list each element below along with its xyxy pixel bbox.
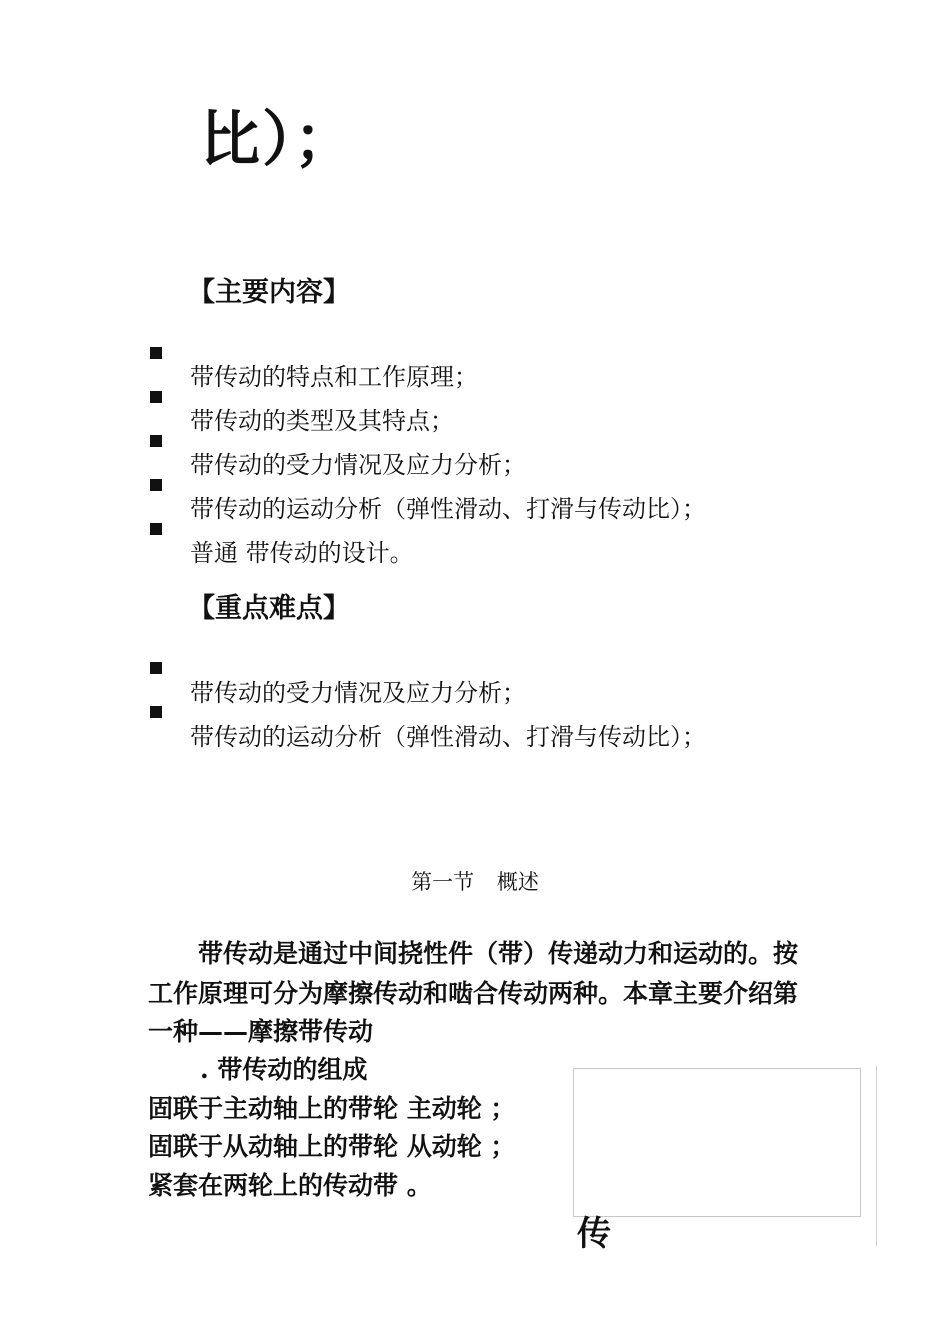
key-points-heading: 【重点难点】 [188, 593, 350, 624]
main-content-heading: 【主要内容】 [188, 277, 350, 308]
component-line: 固联于从动轴上的带轮 从动轮 ； [148, 1132, 516, 1161]
main-content-item: 带传动的类型及其特点； [190, 407, 454, 435]
body-line: 工作原理可分为摩擦传动和啮合传动两种。本章主要介绍第 [148, 979, 799, 1008]
component-line: 紧套在两轮上的传动带 。 [148, 1171, 432, 1200]
bullet-icon [150, 391, 162, 403]
body-line: 带传动是通过中间挠性件（带）传递动力和运动的。按 [198, 939, 799, 968]
key-point-item: 带传动的受力情况及应力分析； [190, 679, 526, 707]
section-title [0, 866, 950, 896]
main-content-item: 带传动的受力情况及应力分析； [190, 451, 526, 479]
component-line: 固联于主动轴上的带轮 主动轮 ； [148, 1094, 516, 1123]
bullet-icon [150, 347, 162, 359]
body-subheading: . 带传动的组成 [200, 1055, 368, 1084]
bullet-icon [150, 523, 162, 535]
fragment-heading: 比）； [200, 105, 356, 175]
bullet-icon [150, 435, 162, 447]
bullet-icon [150, 706, 162, 718]
main-content-item: 普通 带传动的设计。 [190, 539, 414, 567]
main-content-item: 带传动的特点和工作原理； [190, 363, 478, 391]
key-point-item: 带传动的运动分析（弹性滑动、打滑与传动比）； [190, 723, 706, 751]
section-number: 第一节 [411, 870, 475, 894]
bullet-icon [150, 479, 162, 491]
bullet-icon [150, 662, 162, 674]
main-content-item: 带传动的运动分析（弹性滑动、打滑与传动比）； [190, 495, 706, 523]
figure-frame [573, 1068, 861, 1217]
figure-caption-char: 传 [577, 1214, 611, 1254]
section-name: 概述 [496, 870, 539, 894]
body-line: 一种——摩擦带传动 [148, 1017, 374, 1046]
page-divider [876, 1066, 877, 1246]
